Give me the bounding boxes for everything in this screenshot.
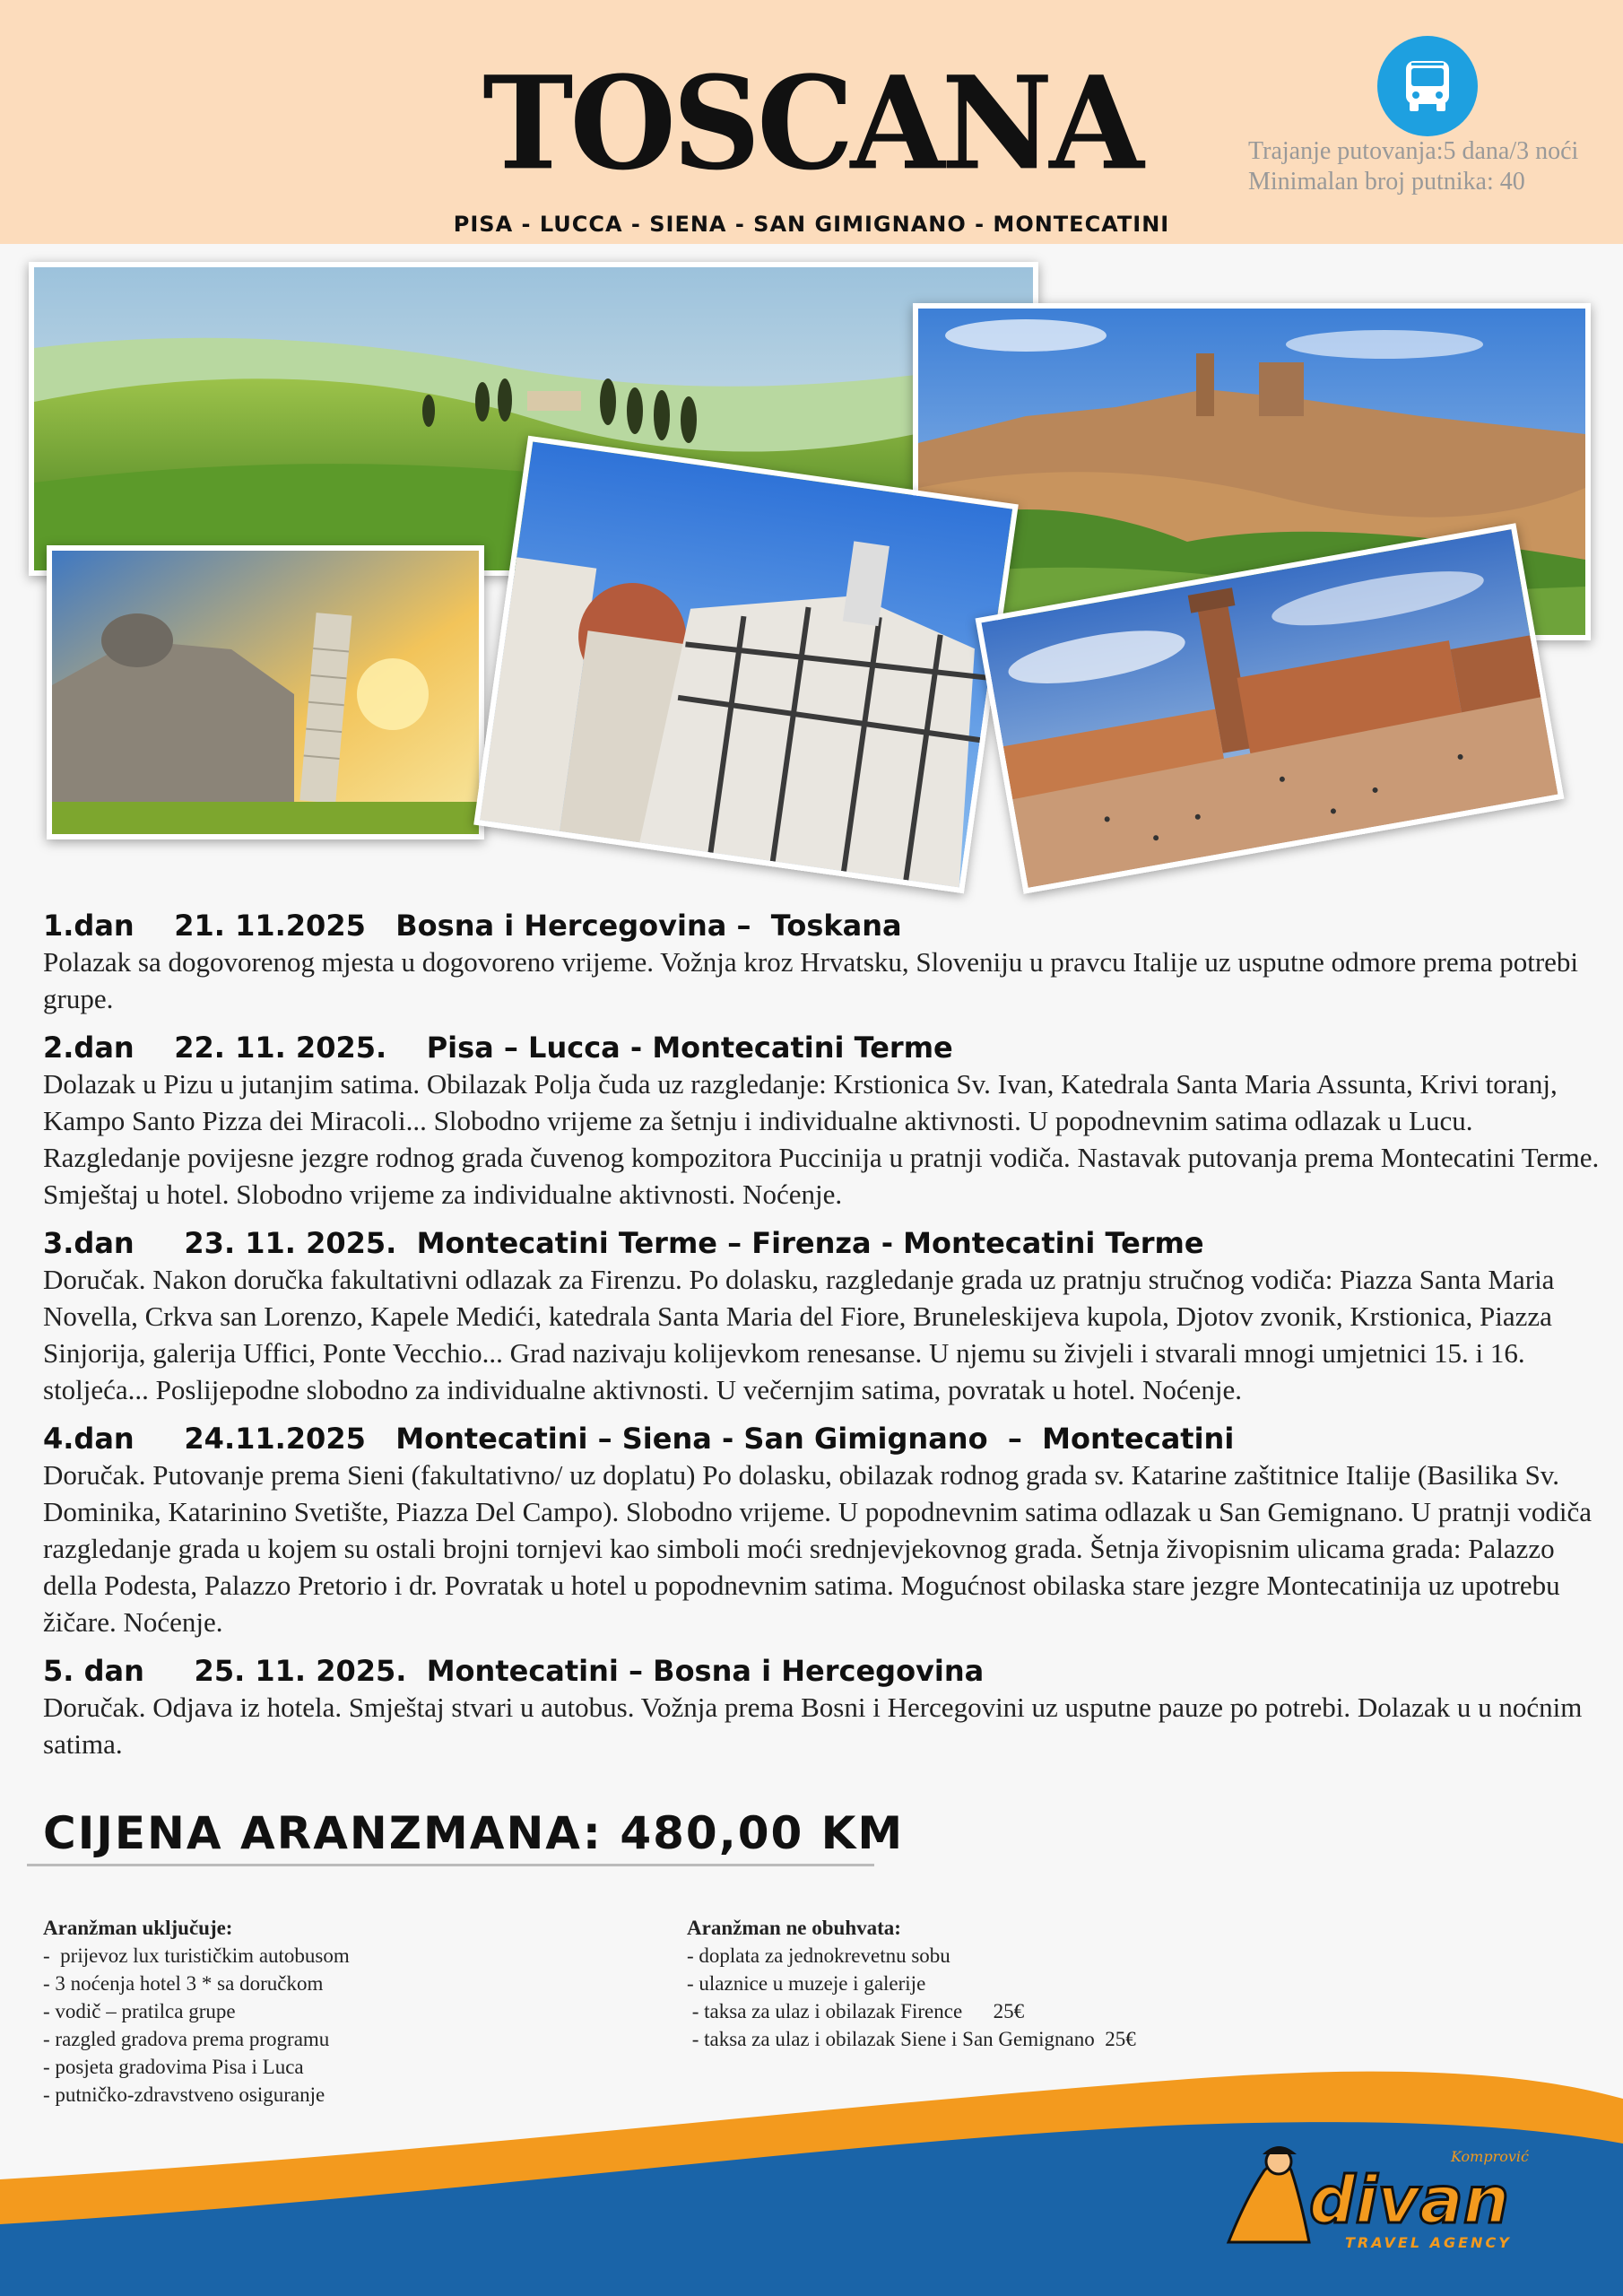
day-description: Polazak sa dogovorenog mjesta u dogovoreno vrijeme. Vožnja kroz Hrvatsku, Sloveniju u pravcu Italije uz usputne odmore prema potrebi grupe. <box>43 946 1579 1014</box>
list-item: - doplata za jednokrevetnu sobu <box>687 1944 950 1967</box>
excludes-list <box>687 1914 1136 2053</box>
list-item: - vodič – pratilca grupe <box>43 2000 236 2022</box>
day-heading: 1.dan 21. 11.2025 Bosna i Hercegovina – Toskana <box>43 909 902 943</box>
list-item: - ulaznice u muzeje i galerije <box>687 1972 926 1995</box>
day-description: Doručak. Putovanje prema Sieni (fakultativno/ uz doplatu) Po dolasku, obilazak rodnog grada sv. Katarine zaštitnice Italije (Basilika Sv. Dominika, Katarinino Svetište, Piazza Del Campo). Slobodno vrijeme. U popodnevnim satima odlazak u San Gemignano. U pratnji vodiča razgledanje grada u kojem su ostali brojni tornjevi kao simboli moći srednjevjekovnog grada. Šetnja živopisnim ulicama grada: Palazzo della Podesta, Palazzo Pretorio i dr. Povratak u hotel u popodnevnim satima. Mogućnost obilaska stare jezgre Montecatinija uz upotrebu žičare. Noćenje. <box>43 1459 1593 1638</box>
list-item: - putničko-zdravstveno osiguranje <box>43 2083 325 2106</box>
logo-script: Komprović <box>1451 2148 1529 2165</box>
header-band <box>0 0 1623 244</box>
day-4 <box>43 1421 1603 1640</box>
day-heading: 3.dan 23. 11. 2025. Montecatini Terme – Firenza - Montecatini Terme <box>43 1226 1204 1260</box>
list-item: - taksa za ulaz i obilazak Firence 25€ <box>687 2000 1025 2022</box>
day-3 <box>43 1225 1603 1408</box>
trip-info <box>1248 136 1578 197</box>
pisa-tower-photo <box>47 545 484 839</box>
bus-icon <box>1377 36 1478 136</box>
day-heading: 5. dan 25. 11. 2025. Montecatini – Bosna i Hercegovina <box>43 1654 985 1688</box>
day-heading: 2.dan 22. 11. 2025. Pisa – Lucca - Montecatini Terme <box>43 1031 953 1065</box>
florence-baptistery-photo <box>473 436 1019 894</box>
list-item: - razgled gradova prema programu <box>43 2028 330 2050</box>
divan-travel-logo <box>1211 2135 1533 2265</box>
day-description: Doručak. Odjava iz hotela. Smještaj stvari u autobus. Vožnja prema Bosni i Hercegovini uz usputne pauze po potrebi. Dolazak u u noćnim satima. <box>43 1692 1583 1760</box>
list-item: - posjeta gradovima Pisa i Luca <box>43 2056 304 2078</box>
day-heading: 4.dan 24.11.2025 Montecatini – Siena - San Gimignano – Montecatini <box>43 1422 1235 1456</box>
divider <box>27 1864 874 1866</box>
includes-title: Aranžman uključuje: <box>43 1917 233 1939</box>
agency-logo-icon <box>1211 2135 1533 2260</box>
trip-min-passengers: Minimalan broj putnika: 40 <box>1248 168 1525 196</box>
package-price: CIJENA ARANZMANA: 480,00 KM <box>43 1807 905 1859</box>
trip-duration: Trajanje putovanja:5 dana/3 noći <box>1248 137 1579 165</box>
day-1 <box>43 908 1603 1017</box>
route-subtitle: PISA - LUCCA - SIENA - SAN GIMIGNANO - MONTECATINI <box>453 212 1170 237</box>
list-item: - taksa za ulaz i obilazak Siene i San Gemignano 25€ <box>687 2028 1136 2050</box>
excludes-title: Aranžman ne obuhvata: <box>687 1917 901 1939</box>
list-item: - 3 noćenja hotel 3 * sa doručkom <box>43 1972 324 1995</box>
logo-tagline: TRAVEL AGENCY <box>1345 2234 1512 2251</box>
list-item: - prijevoz lux turističkim autobusom <box>43 1944 350 1967</box>
day-5 <box>43 1653 1603 1762</box>
day-description: Doručak. Nakon doručka fakultativni odlazak za Firenzu. Po dolasku, razgledanje grada uz pratnju stručnog vodiča: Piazza Santa Maria Novella, Crkva san Lorenzo, Kapele Medići, katedrala Santa Maria del Fiore, Bruneleskijeva kupola, Djotov zvonik, Krstionica, Piazza Sinjorija, galerija Uffici, Ponte Vecchio... Grad nazivaju kolijevkom renesanse. U njemu su živjeli i stvarali mnogi umjetnici 15. i 16. stoljeća... Poslijepodne slobodno za individualne aktivnosti. U večernjim satima, povratak u hotel. Noćenje. <box>43 1264 1555 1405</box>
day-2 <box>43 1030 1603 1213</box>
page-title: TOSCANA <box>482 48 1141 200</box>
logo-brand: divan <box>1309 2162 1509 2238</box>
day-description: Dolazak u Pizu u jutanjim satima. Obilazak Polja čuda uz razgledanje: Krstionica Sv. Ivan, Katedrala Santa Maria Assunta, Krivi toranj, Kampo Santo Pizza dei Miracoli... Slobodno vrijeme za šetnju i individualne aktivnosti. U popodnevnim satima odlazak u Lucu. Razgledanje povijesne jezgre rodnog grada čuvenog kompozitora Puccinija u pratnji vodiča. Nastavak putovanja prema Montecatini Terme. Smještaj u hotel. Slobodno vrijeme za individualne aktivnosti. Noćenje. <box>43 1068 1600 1210</box>
itinerary <box>43 908 1603 1775</box>
